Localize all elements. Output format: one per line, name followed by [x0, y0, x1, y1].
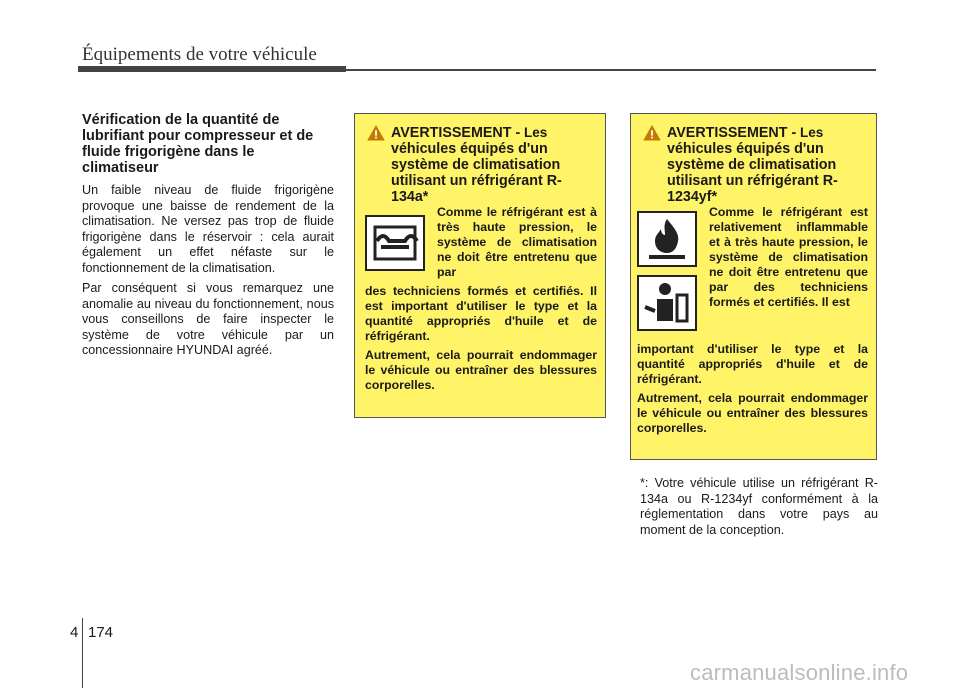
page-number: 174: [88, 624, 114, 641]
watermark: carmanualsonline.info: [690, 660, 909, 685]
body-paragraph-1: Un faible niveau de fluide frigorigène provoque une baisse de rendement de la climatisation. Ne versez pas trop de fluide frigorigène dans le réservoir : cela aurait également un effet néfaste sur le fonctionnement de la climatisation.: [82, 183, 334, 275]
warning-subtitle-lead: Les: [796, 125, 824, 140]
warning-text-last: Autrement, cela pourrait endommager le véhicule ou entraîner des blessures corporelles.: [637, 391, 868, 435]
warning-text-top: Comme le réfrigérant est relativement inflammable et à très haute pression, le système de climatisation ne doit être entretenu que par des techniciens formés et certifiés. Il est: [709, 205, 868, 309]
footnote: [640, 476, 878, 538]
warning-text-last: Autrement, cela pourrait endommager le véhicule ou entraîner des blessures corporelles.: [365, 348, 597, 392]
header-rule-thin: [346, 69, 876, 71]
warning-subtitle: véhicules équipés d'un système de climatisation utilisant un réfrigérant R-1234yf*: [667, 141, 838, 205]
technician-icon: [637, 275, 697, 331]
warning-box-r1234yf: [630, 113, 877, 460]
warning-subtitle: véhicules équipés d'un système de climatisation utilisant un réfrigérant R-134a*: [391, 141, 562, 205]
warning-text-top: Comme le réfrigérant est à très haute pression, le système de climatisation ne doit être entretenu que par: [437, 205, 597, 279]
warning-triangle-icon: [367, 125, 385, 141]
footer-vertical-rule: [82, 618, 83, 688]
footnote-marker: *:: [640, 476, 649, 490]
warning-text-bottom: des techniciens formés et certifiés. Il est important d'utiliser le type et la quantité appropriés d'huile et de réfrigérant.: [365, 284, 597, 343]
warning-subtitle-lead: Les: [520, 125, 548, 140]
warning-title: AVERTISSEMENT -: [667, 125, 797, 141]
page-chapter: 4: [70, 624, 79, 641]
wrench-manual-icon: [365, 215, 425, 271]
header-rule-thick: [78, 66, 346, 72]
footnote-text: Votre véhicule utilise un réfrigérant R-134a ou R-1234yf conformément à la réglementation dans votre pays au moment de la conception.: [640, 476, 879, 537]
warning-title: AVERTISSEMENT -: [391, 125, 521, 141]
warning-text-bottom: important d'utiliser le type et la quantité appropriés d'huile et de réfrigérant.: [637, 342, 868, 386]
warning-triangle-icon: [643, 125, 661, 141]
left-column: [82, 112, 334, 364]
warning-box-r134a: [354, 113, 606, 418]
flame-icon: [637, 211, 697, 267]
body-paragraph-2: Par conséquent si vous remarquez une anomalie au niveau du fonctionnement, nous vous conseillons de faire inspecter le système de votre véhicule par un concessionnaire HYUNDAI agréé.: [82, 281, 334, 357]
section-heading: Vérification de la quantité de lubrifiant pour compresseur et de fluide frigorigène dans le climatiseur: [82, 112, 314, 176]
page-header-title: Équipements de votre véhicule: [82, 44, 317, 65]
